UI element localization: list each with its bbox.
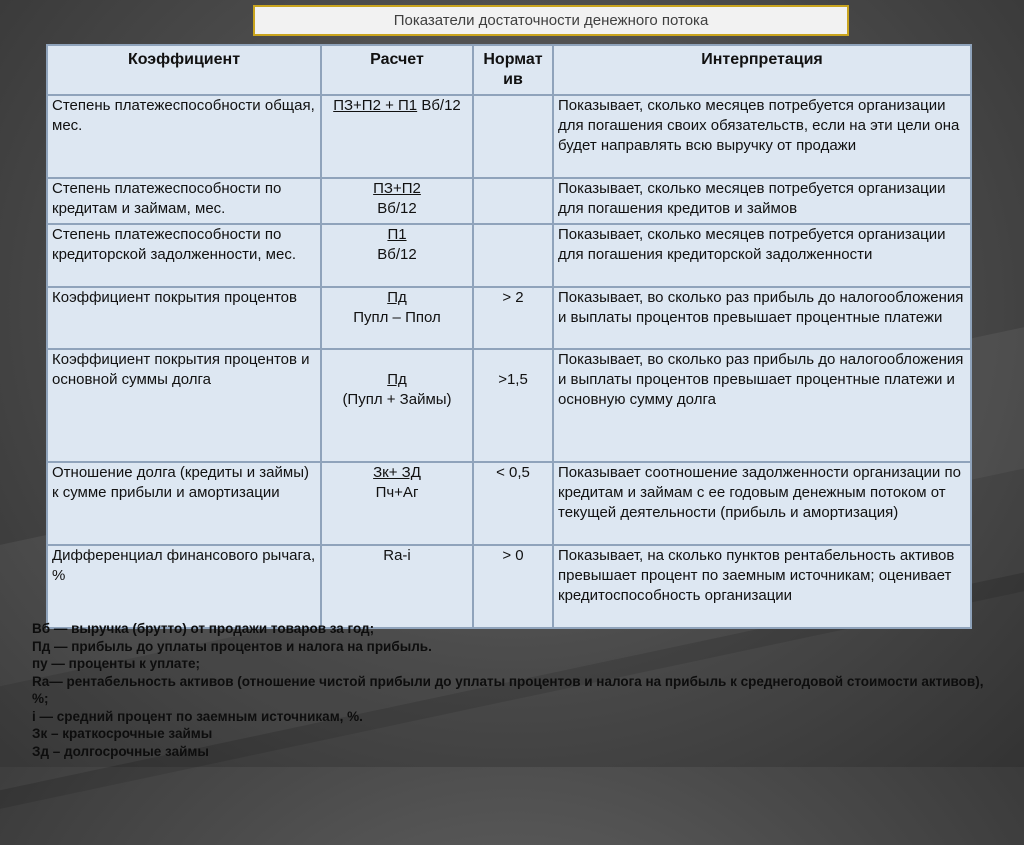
interpretation-cell: Показывает, сколько месяцев потребуется организации для погашения своих обязательств, если на эти цели она будет направлять всю выручку от продажи — [553, 95, 971, 178]
calc-denominator: Вб/12 — [377, 246, 417, 263]
calc-denominator: Вб/12 — [421, 97, 461, 114]
footnote: Зк – краткосрочные займы — [32, 726, 213, 741]
footnote: i — средний процент по заемным источникам, %. — [32, 708, 363, 724]
header-interpretation: Интерпретация — [553, 45, 971, 95]
norm-cell: >1,5 — [473, 349, 553, 462]
footnote: Вб — выручка (брутто) от продажи товаров за год; — [32, 621, 375, 636]
interpretation-cell: Показывает, сколько месяцев потребуется организации для погашения кредиторской задолженности — [553, 224, 971, 287]
slide-title: Показатели достаточности денежного потока — [253, 5, 849, 36]
footnote: Ra— рентабельность активов (отношение чистой прибыли до уплаты процентов и налога на прибыль к среднегодовой стоимости активов), %; — [32, 673, 984, 706]
calc-denominator: (Пупл + Займы) — [342, 391, 452, 408]
calculation-cell — [321, 95, 473, 178]
header-coefficient: Коэффициент — [47, 45, 321, 95]
interpretation-cell: Показывает, во сколько раз прибыль до налогообложения и выплаты процентов превышает процентные платежи — [553, 287, 971, 349]
calculation-cell — [321, 287, 473, 349]
calculation-cell — [321, 462, 473, 545]
norm-cell — [473, 224, 553, 287]
footnote: Зд – долгосрочные займы — [32, 743, 209, 759]
calc-denominator: Пупл – Ппол — [353, 309, 441, 326]
table-row — [47, 178, 971, 224]
table-row — [47, 545, 971, 628]
calc-numerator: ПЗ+П2 — [373, 180, 421, 197]
calc-numerator: П1 — [387, 226, 407, 243]
footnote: Пд — прибыль до уплаты процентов и налога на прибыль. — [32, 638, 432, 654]
calc-numerator: Зк+ ЗД — [373, 464, 421, 481]
coefficient-name: Степень платежеспособности по кредитам и займам, мес. — [47, 178, 321, 224]
interpretation-cell: Показывает соотношение задолженности организации по кредитам и займам с ее годовым денежным потоком от текущей деятельности (прибыль и амортизация) — [553, 462, 971, 545]
calc-denominator: Пч+Аг — [375, 484, 419, 501]
table-row — [47, 462, 971, 545]
norm-cell — [473, 178, 553, 224]
table-row — [47, 224, 971, 287]
interpretation-cell: Показывает, на сколько пунктов рентабельность активов превышает процент по заемным источникам; оценивает кредитоспособность организации — [553, 545, 971, 628]
coefficient-name: Коэффициент покрытия процентов — [47, 287, 321, 349]
coefficient-name: Коэффициент покрытия процентов и основной суммы долга — [47, 349, 321, 462]
norm-cell: > 2 — [473, 287, 553, 349]
calculation-cell — [321, 178, 473, 224]
header-calculation: Расчет — [321, 45, 473, 95]
calculation-cell — [321, 545, 473, 628]
calc-numerator: Пд — [387, 289, 407, 306]
footnote: пу — проценты к уплате; — [32, 656, 201, 671]
calculation-cell — [321, 224, 473, 287]
calc-denominator: Вб/12 — [377, 200, 417, 217]
table-row — [47, 287, 971, 349]
norm-cell: < 0,5 — [473, 462, 553, 545]
coefficient-name: Отношение долга (кредиты и займы) к сумме прибыли и амортизации — [47, 462, 321, 545]
norm-cell — [473, 95, 553, 178]
interpretation-cell: Показывает, сколько месяцев потребуется организации для погашения кредитов и займов — [553, 178, 971, 224]
metrics-table — [46, 44, 972, 629]
coefficient-name: Степень платежеспособности по кредиторской задолженности, мес. — [47, 224, 321, 287]
footnotes — [32, 620, 992, 760]
coefficient-name: Дифференциал финансового рычага, % — [47, 545, 321, 628]
table-row — [47, 95, 971, 178]
interpretation-cell: Показывает, во сколько раз прибыль до налогообложения и выплаты процентов превышает процентные платежи и основную сумму долга — [553, 349, 971, 462]
coefficient-name: Степень платежеспособности общая, мес. — [47, 95, 321, 178]
header-norm: Нормат ив — [473, 45, 553, 95]
calc-numerator: Пд — [387, 371, 407, 388]
header-row — [47, 45, 971, 95]
calc-numerator: ПЗ+П2 + П1 — [333, 97, 418, 114]
norm-cell: > 0 — [473, 545, 553, 628]
calculation-cell — [321, 349, 473, 462]
table-row — [47, 349, 971, 462]
calc-numerator: Ra-i — [383, 547, 411, 564]
